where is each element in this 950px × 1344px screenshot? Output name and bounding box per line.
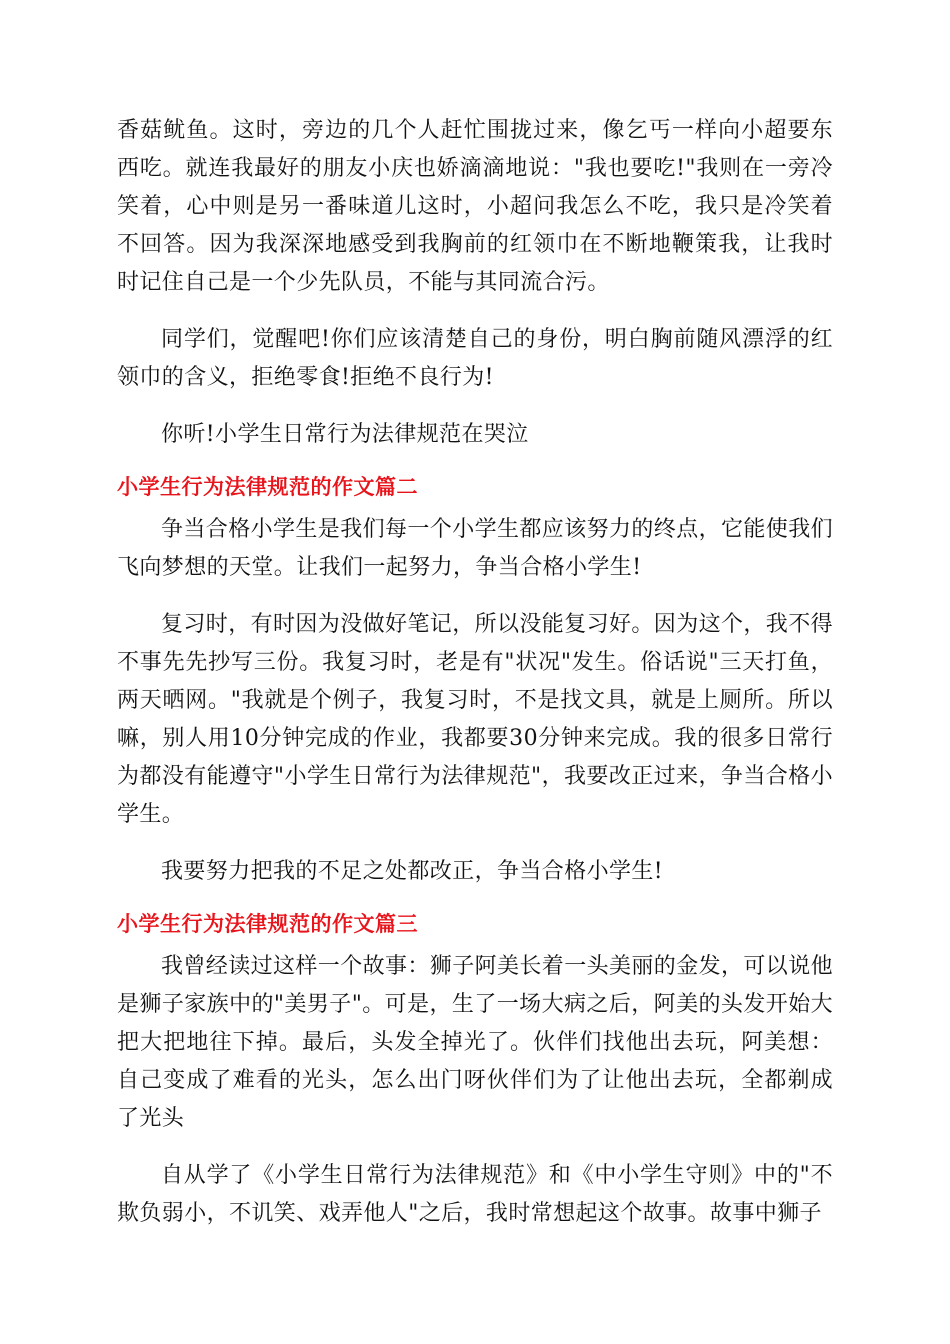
section2-paragraph: 复习时，有时因为没做好笔记，所以没能复习好。因为这个，我不得不事先先抄写三份。我复习时，老是有"状况"发生。俗话说"三天打鱼，两天晒网。"我就是个例子，我复习时，不是找文具，就是上厕所。所以嘛，别人用10分钟完成的作业，我都要30分钟来完成。我的很多日常行为都没有能遵守"小学生日常行为法律规范"，我要改正过来，争当合格小学生。	[117, 612, 834, 827]
section-heading-2: 小学生行为法律规范的作文篇二	[117, 475, 418, 499]
section-heading-3: 小学生行为法律规范的作文篇三	[117, 912, 418, 936]
paragraph-continued: 香菇鱿鱼。这时，旁边的几个人赶忙围拢过来，像乞丐一样向小超要东西吃。就连我最好的朋友小庆也娇滴滴地说："我也要吃!"我则在一旁冷笑着，心中则是另一番味道儿这时，小超问我怎么不吃，我只是冷笑着不回答。因为我深深地感受到我胸前的红领巾在不断地鞭策我，让我时时记住自己是一个少先队员，不能与其同流合污。	[117, 118, 833, 295]
document-page	[117, 112, 833, 1233]
section3-paragraph: 我曾经读过这样一个故事：狮子阿美长着一头美丽的金发，可以说他是狮子家族中的"美男子"。可是，生了一场大病之后，阿美的头发开始大把大把地往下掉。最后，头发全掉光了。伙伴们找他出去玩，阿美想：自己变成了难看的光头，怎么出门呀伙伴们为了让他出去玩，全都剃成了光头	[117, 954, 834, 1131]
paragraph-listen: 你听!小学生日常行为法律规范在哭泣	[161, 422, 529, 447]
section2-paragraph: 我要努力把我的不足之处都改正，争当合格小学生!	[161, 859, 664, 884]
section3-paragraph: 自从学了《小学生日常行为法律规范》和《中小学生守则》中的"不欺负弱小，不讥笑、戏弄他人"之后，我时常想起这个故事。故事中狮子	[117, 1163, 833, 1226]
section2-paragraph: 争当合格小学生是我们每一个小学生都应该努力的终点，它能使我们飞向梦想的天堂。让我们一起努力，争当合格小学生!	[117, 517, 834, 580]
paragraph-awaken: 同学们，觉醒吧!你们应该清楚自己的身份，明白胸前随风漂浮的红领巾的含义，拒绝零食!拒绝不良行为!	[117, 327, 833, 390]
